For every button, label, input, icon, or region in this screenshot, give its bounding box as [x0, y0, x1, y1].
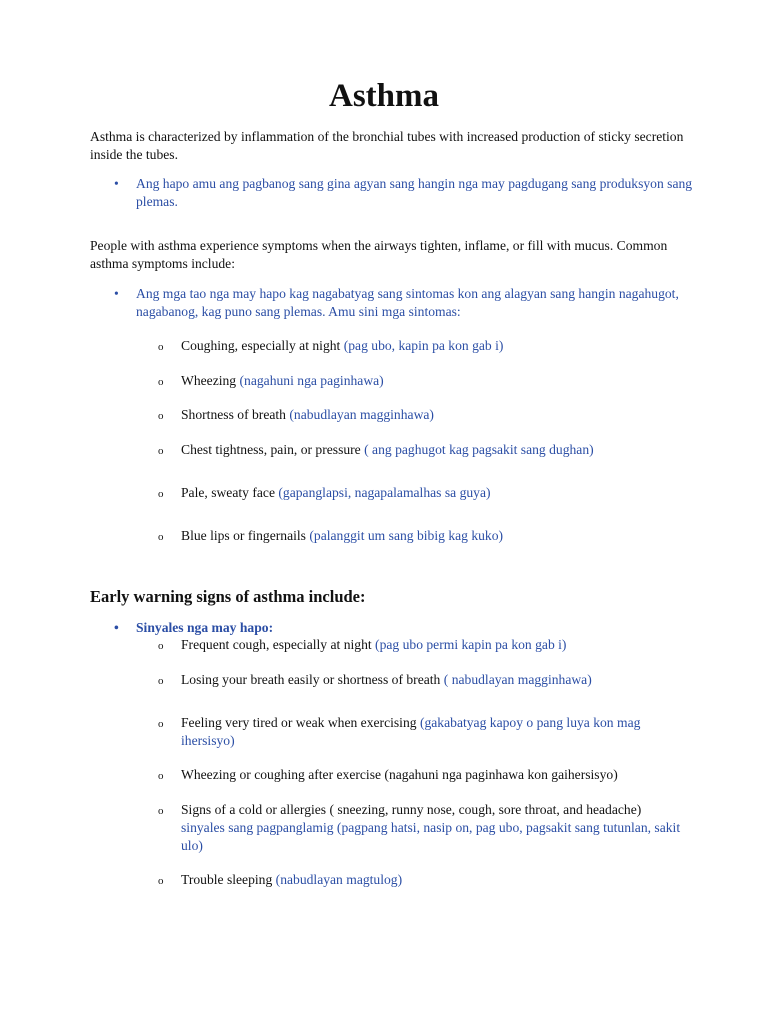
- warning-item: o Frequent cough, especially at night (pag ubo permi kapin pa kon gab i): [181, 636, 681, 654]
- bullet-dot-icon: •: [114, 620, 119, 635]
- hollow-circle-icon: o: [158, 640, 164, 652]
- symptoms-paragraph: People with asthma experience symptoms when the airways tighten, inflame, or fill with mucus. Common asthma symptoms include:: [90, 238, 668, 271]
- symptom-item: o Pale, sweaty face (gapanglapsi, nagapalamalhas sa guya): [181, 484, 681, 502]
- hollow-circle-icon: o: [158, 488, 164, 500]
- symptoms-translation-bullet: [114, 285, 696, 321]
- warning-item: o Signs of a cold or allergies ( sneezing, runny nose, cough, sore throat, and headache) sinyales sang pagpanglamig (pagpang hatsi, nasip on, pag ubo, pagsakit sang tutunlan, sakit ulo): [158, 802, 681, 853]
- symptoms-translation: Ang mga tao nga may hapo kag nagabatyag sang sintomas kon ang alagyan sang hangin nagahugot, nagabanog, kag puno sang plemas. Amu sini mga sintomas:: [136, 286, 679, 319]
- intro-translation: Ang hapo amu ang pagbanog sang gina agyan sang hangin nga may pagdugang sang produksyon sang plemas.: [136, 176, 693, 209]
- warning-item: o Wheezing or coughing after exercise (nagahuni nga paginhawa kon gaihersisyo): [181, 766, 681, 784]
- hollow-circle-icon: o: [158, 805, 164, 817]
- warning-item: o Trouble sleeping (nabudlayan magtulog): [181, 871, 681, 889]
- hollow-circle-icon: o: [158, 410, 164, 422]
- hollow-circle-icon: o: [158, 531, 164, 543]
- bullet-dot-icon: •: [114, 176, 119, 191]
- symptom-item: o Wheezing (nagahuni nga paginhawa): [181, 372, 681, 390]
- hollow-circle-icon: o: [158, 376, 164, 388]
- intro-translation-bullet: [114, 175, 696, 211]
- warning-item: o Feeling very tired or weak when exercising (gakabatyag kapoy o pang luya kon mag ihersisyo): [158, 715, 641, 748]
- hollow-circle-icon: o: [158, 718, 164, 730]
- hollow-circle-icon: o: [158, 875, 164, 887]
- early-warning-heading: Early warning signs of asthma include:: [90, 587, 366, 606]
- hollow-circle-icon: o: [158, 770, 164, 782]
- hollow-circle-icon: o: [158, 445, 164, 457]
- warning-item: o Losing your breath easily or shortness of breath ( nabudlayan magginhawa): [181, 671, 681, 689]
- symptom-item: o Shortness of breath (nabudlayan magginhawa): [181, 406, 681, 424]
- symptom-item: o Chest tightness, pain, or pressure ( ang paghugot kag pagsakit sang dughan): [181, 441, 681, 459]
- hollow-circle-icon: o: [158, 675, 164, 687]
- bullet-dot-icon: •: [114, 286, 119, 301]
- intro-paragraph: Asthma is characterized by inflammation of the bronchial tubes with increased production of sticky secretion inside the tubes.: [90, 129, 684, 162]
- page-title: Asthma: [328, 78, 439, 114]
- hollow-circle-icon: o: [158, 341, 164, 353]
- symptom-item: o Coughing, especially at night (pag ubo, kapin pa kon gab i): [181, 337, 681, 355]
- symptom-item: o Blue lips or fingernails (palanggit um sang bibig kag kuko): [181, 527, 681, 545]
- early-warning-lead: Sinyales nga may hapo:: [136, 620, 274, 635]
- early-warning-lead-bullet: [114, 619, 696, 637]
